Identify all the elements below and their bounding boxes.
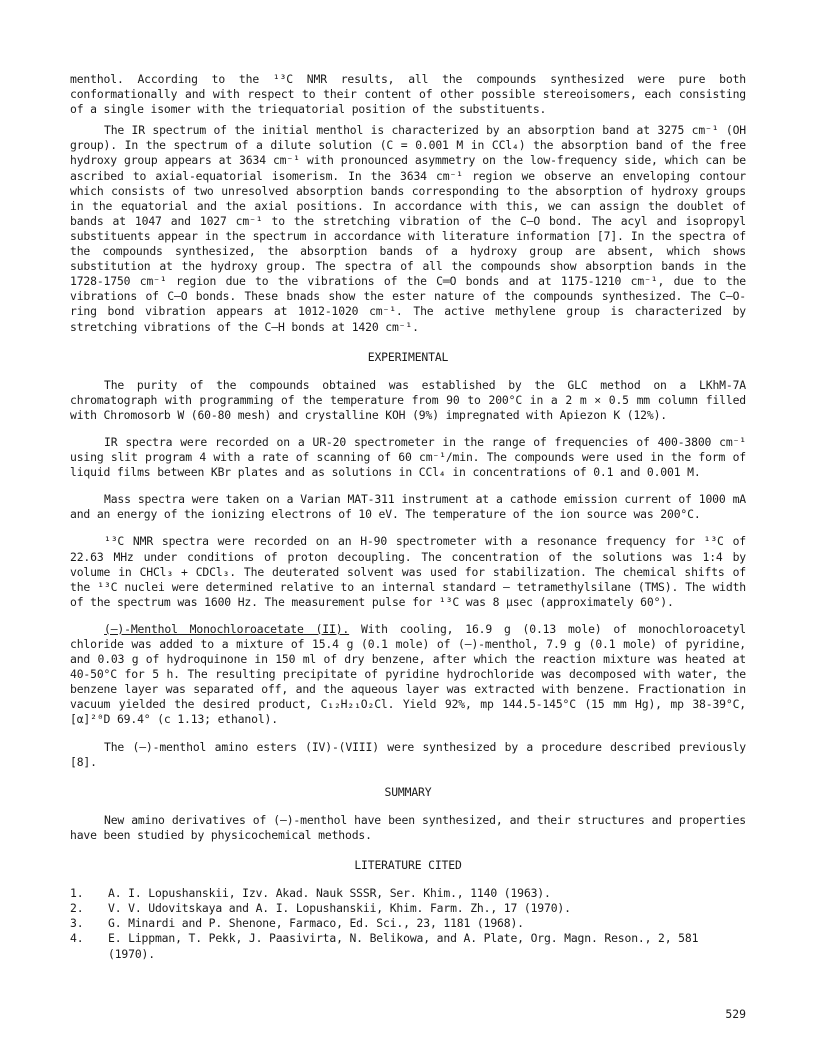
reference-list (70, 886, 746, 961)
section-heading-summary: SUMMARY (384, 784, 432, 799)
reference-number: 2. (70, 901, 84, 916)
paragraph-mass-spectra: Mass spectra were taken on a Varian MAT-311 instrument at a cathode emission current of 1000 mA and an energy of the ionizing electrons of 10 eV. The temperature of the ion source was 200°C. (70, 492, 746, 522)
paragraph-nmr-results: menthol. According to the ¹³C NMR results, all the compounds synthesized were pure both conformationally and with respect to their content of other possible stereoisomers, each consisting of a single isomer with the triequatorial position of the substituents. (70, 72, 746, 117)
paragraph-menthol-monochloroacetate (70, 622, 746, 728)
document-page (70, 72, 746, 962)
reference-item (70, 886, 746, 901)
paragraph-ir-recording: IR spectra were recorded on a UR-20 spectrometer in the range of frequencies of 400-3800 cm⁻¹ using slit program 4 with a rate of scanning of 60 cm⁻¹/min. The compounds were used in the form of liquid films between KBr plates and as solutions in CCl₄ in concentrations of 0.1 and 0.001 M. (70, 434, 746, 480)
reference-number: 4. (70, 931, 84, 946)
compound-procedure: With cooling, 16.9 g (0.13 mole) of monochloroacetyl chloride was added to a mixture of 15.4 g (0.1 mole) of (—)-menthol, 7.9 g (0.1 mole) of pyridine, and 0.03 g of hydroquinone in 150 ml of dry benzene, after which the reaction mixture was heated at 40-50°C for 5 h. The resulting precipitate of pyridine hydrochloride was decomposed with water, the benzene layer was separated off, and the aqueous layer was extracted with benzene. Fractionation in vacuum yielded the desired product, C₁₂H₂₁O₂Cl. Yield 92%, mp 144.5-145°C (15 mm Hg), mp 38-39°C, [α]²⁰D 69.4° (c 1.13; ethanol). (70, 621, 746, 727)
paragraph-c13-nmr: ¹³C NMR spectra were recorded on an H-90 spectrometer with a resonance frequency for ¹³C of 22.63 MHz under conditions of proton decoupling. The concentration of the solutions was 1:4 by volume in CHCl₃ + CDCl₃. The deuterated solvent was used for stabilization. The chemical shifts of the ¹³C nuclei were determined relative to an internal standard — tetramethylsilane (TMS). The width of the spectrum was 1600 Hz. The measurement pulse for ¹³C was 8 μsec (approximately 60°). (70, 534, 746, 609)
paragraph-summary: New amino derivatives of (—)-menthol have been synthesized, and their structures and properties have been studied by physicochemical methods. (70, 812, 746, 842)
compound-title: (—)-Menthol Monochloroacetate (II). (104, 621, 350, 636)
reference-item (70, 916, 746, 931)
section-heading-literature: LITERATURE CITED (354, 858, 462, 873)
reference-text: G. Minardi and P. Shenone, Farmaco, Ed. Sci., 23, 1181 (1968). (108, 916, 524, 931)
section-heading-experimental: EXPERIMENTAL (367, 349, 449, 364)
paragraph-ir-spectrum: The IR spectrum of the initial menthol is characterized by an absorption band at 3275 cm⁻¹ (OH group). In the spectrum of a dilute solution (C = 0.001 M in CCl₄) the absorption band of the free hydroxy group appears at 3634 cm⁻¹ with pronounced asymmetry on the low-frequency side, which can be ascribed to axial-equatorial isomerism. In the 3634 cm⁻¹ region we observe an enveloping contour which consists of two unresolved absorption bands corresponding to the absorption of hydroxy groups in the equatorial and the axial positions. In accordance with this, we can assign the doublet of bands at 1047 and 1027 cm⁻¹ to the stretching vibration of the C—O bond. The acyl and isopropyl substituents appear in the spectrum in accordance with literature information [7]. In the spectra of the compounds synthesized, the absorption bands of a hydroxy group are absent, which shows substitution at the hydroxy group. The spectra of all the compounds show absorption bands in the 1728-1750 cm⁻¹ region due to the vibrations of the C═O bonds and at 1175-1210 cm⁻¹, due to the vibrations of C—O bonds. These bnads show the ester nature of the compounds synthesized. The C—O-ring bond vibration appears at 1012-1020 cm⁻¹. The active methylene group is characterized by stretching vibrations of the C—H bonds at 1420 cm⁻¹. (70, 123, 746, 334)
reference-text: A. I. Lopushanskii, Izv. Akad. Nauk SSSR, Ser. Khim., 1140 (1963). (108, 886, 551, 901)
reference-text: E. Lippman, T. Pekk, J. Paasivirta, N. Belikowa, and A. Plate, Org. Magn. Reson., 2, 581 (1970). (108, 931, 699, 961)
paragraph-glc-method: The purity of the compounds obtained was established by the GLC method on a LKhM-7A chromatograph with programming of the temperature from 90 to 200°C in a 2 m × 0.5 mm column filled with Chromosorb W (60-80 mesh) and crystalline KOH (9%) impregnated with Apiezon K (12%). (70, 377, 746, 422)
reference-text: V. V. Udovitskaya and A. I. Lopushanskii, Khim. Farm. Zh., 17 (1970). (108, 901, 571, 916)
page-number: 529 (725, 1007, 746, 1021)
reference-item (70, 901, 746, 916)
reference-number: 3. (70, 916, 84, 931)
reference-number: 1. (70, 886, 84, 901)
paragraph-amino-esters: The (—)-menthol amino esters (IV)-(VIII) were synthesized by a procedure described previously [8]. (70, 739, 746, 769)
reference-item (70, 931, 746, 961)
